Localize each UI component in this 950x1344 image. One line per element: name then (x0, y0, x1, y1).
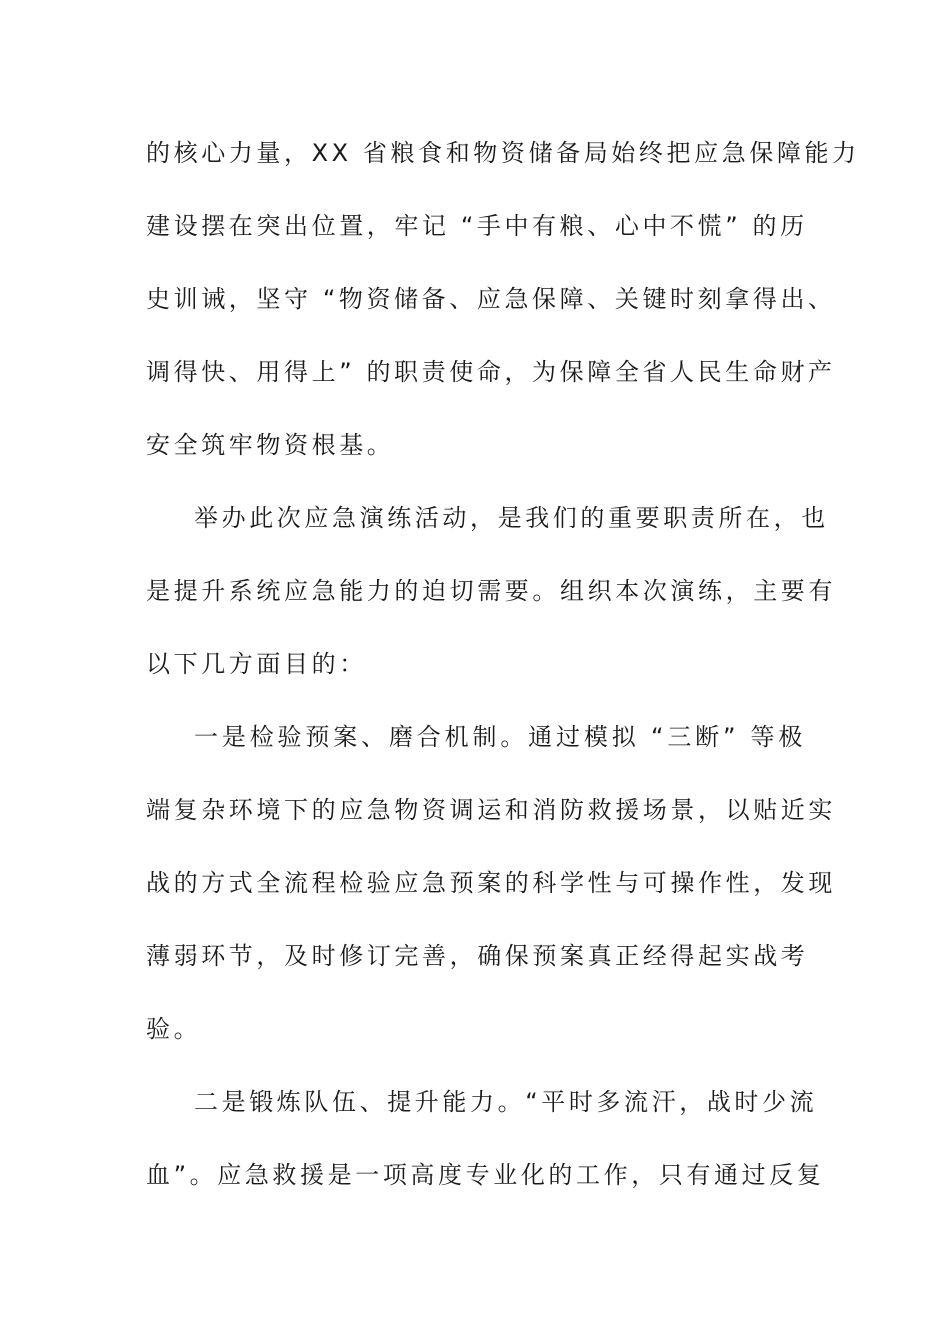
text-line: 建设摆在突出位置，牢记 “手中有粮、心中不慌” 的历 (146, 212, 808, 240)
paragraph-3 (146, 701, 836, 1066)
paragraph-2 (146, 482, 836, 701)
text-line: 以下几方面目的： (146, 650, 367, 678)
text-line: 史训诫，坚守 “物资储备、应急保障、关键时刻拿得出、 (146, 285, 836, 313)
text-line: 二是锻炼队伍、提升能力。“平时多流汗，战时少流 (194, 1088, 818, 1116)
text-line: 血”。应急救援是一项高度专业化的工作，只有通过反复 (146, 1161, 825, 1189)
paragraph-1 (146, 117, 860, 482)
text-line: 的核心力量，XX 省粮食和物资储备局始终把应急保障能力 (146, 139, 860, 167)
text-line: 验。 (146, 1015, 202, 1043)
document-body (146, 117, 860, 1212)
text-line: 举办此次应急演练活动，是我们的重要职责所在，也 (194, 504, 829, 532)
text-line: 战的方式全流程检验应急预案的科学性与可操作性，发现 (146, 869, 836, 897)
paragraph-4 (146, 1066, 825, 1212)
text-line: 安全筑牢物资根基。 (146, 431, 395, 459)
text-line: 端复杂环境下的应急物资调运和消防救援场景，以贴近实 (146, 796, 836, 824)
text-line: 一是检验预案、磨合机制。通过模拟 “三断” 等极 (194, 723, 806, 751)
text-line: 调得快、用得上” 的职责使命，为保障全省人民生命财产 (146, 358, 836, 386)
text-line: 薄弱环节，及时修订完善，确保预案真正经得起实战考 (146, 942, 809, 970)
text-line: 是提升系统应急能力的迫切需要。组织本次演练，主要有 (146, 577, 836, 605)
